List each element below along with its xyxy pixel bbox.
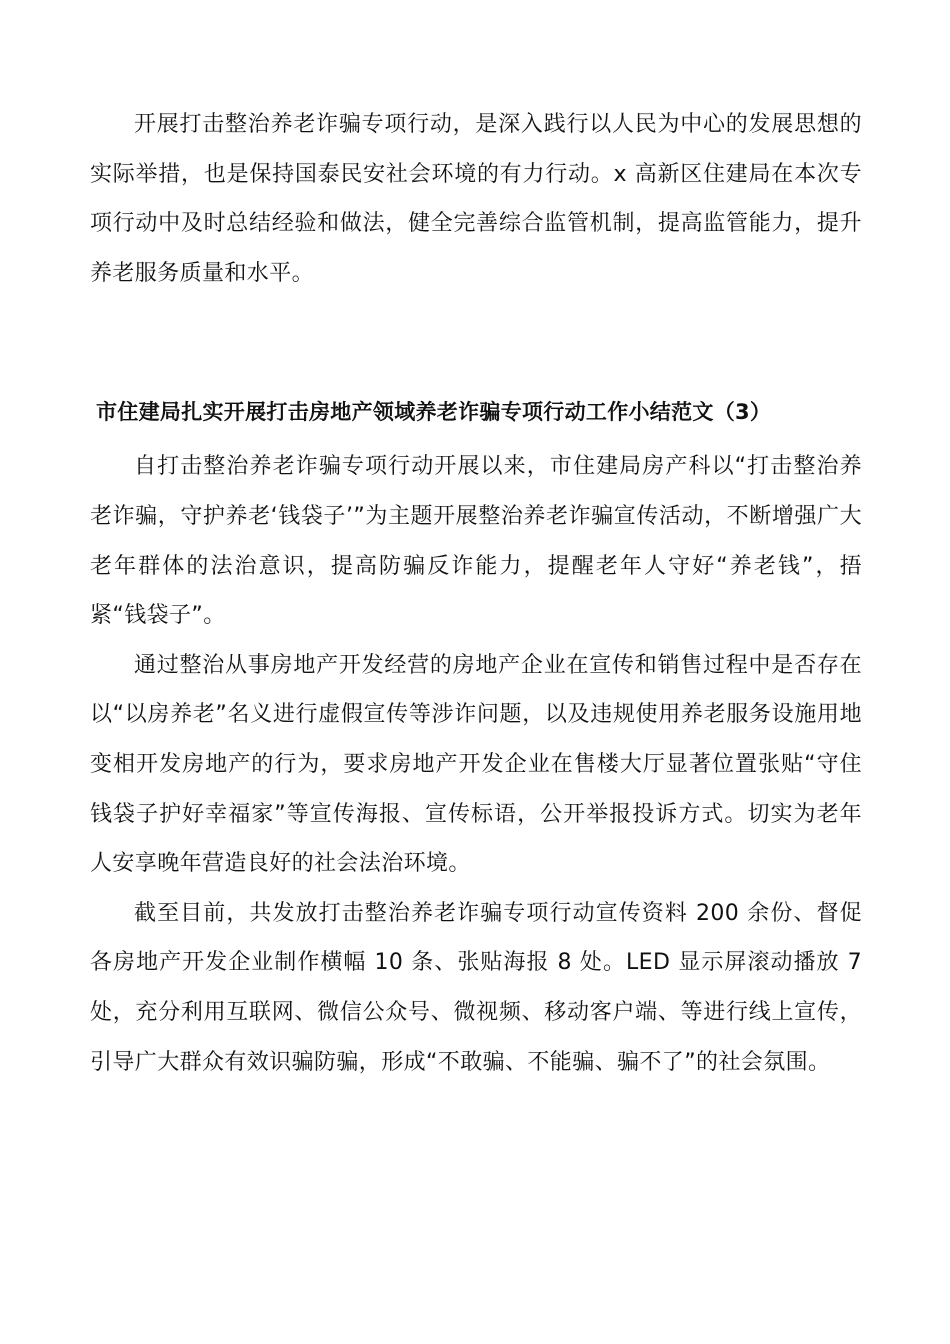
body-paragraph-1: 自打击整治养老诈骗专项行动开展以来，市住建局房产科以“打击整治养老诈骗，守护养老‘钱袋子’”为主题开展整治养老诈骗宣传活动，不断增强广大老年群体的法治意识，提高防骗反诈能力，提醒老年人守好“养老钱”，捂紧“钱袋子”。 — [90, 454, 862, 629]
intro-paragraph: 开展打击整治养老诈骗专项行动，是深入践行以人民为中心的发展思想的实际举措，也是保持国泰民安社会环境的有力行动。x 高新区住建局在本次专项行动中及时总结经验和做法，健全完善综合监管机制，提高监管能力，提升养老服务质量和水平。 — [90, 112, 862, 286]
section-title: 市住建局扎实开展打击房地产领域养老诈骗专项行动工作小结范文（3） — [96, 400, 772, 425]
section-spacer — [90, 298, 862, 382]
document-page — [90, 100, 862, 1087]
body-paragraph-3: 截至目前，共发放打击整治养老诈骗专项行动宣传资料 200 余份、督促各房地产开发企业制作横幅 10 条、张贴海报 8 处。LED 显示屏滚动播放 7 处，充分利用互联网、微信公众号、微视频、移动客户端、等进行线上宣传，引导广大群众有效识骗防骗，形成“不敢骗、不能骗、骗不了”的社会氛围。 — [90, 900, 862, 1075]
body-paragraph-2: 通过整治从事房地产开发经营的房地产企业在宣传和销售过程中是否存在以“以房养老”名义进行虚假宣传等涉诈问题，以及违规使用养老服务设施用地变相开发房地产的行为，要求房地产开发企业在售楼大厅显著位置张贴“守住钱袋子护好幸福家”等宣传海报、宣传标语，公开举报投诉方式。切实为老年人安享晚年营造良好的社会法治环境。 — [90, 652, 862, 877]
